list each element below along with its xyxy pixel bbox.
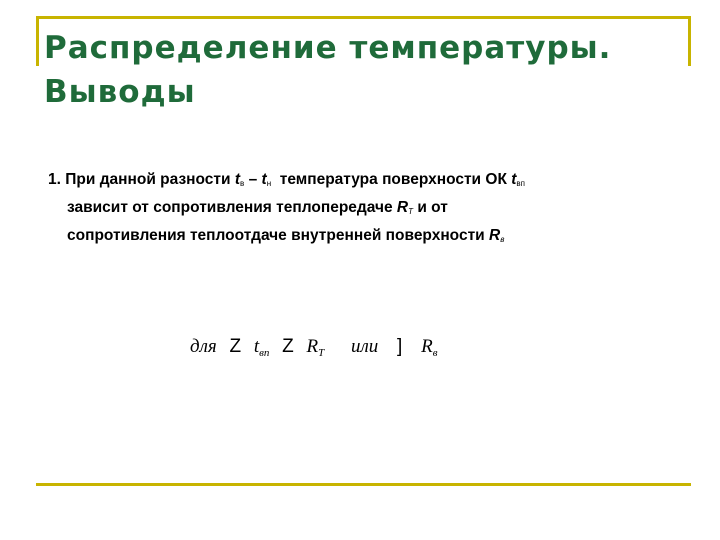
formula-or: или: [351, 336, 379, 357]
point-line-1: [48, 168, 648, 196]
title-line-2: Выводы: [44, 74, 196, 110]
formula-t: t: [253, 336, 260, 357]
formula-decrease-symbol: ]: [397, 336, 403, 357]
point-line-2: [48, 196, 648, 224]
point-text-a: При данной разности: [65, 171, 231, 188]
slide-title: [44, 26, 611, 114]
frame-left-rule: [36, 16, 39, 66]
formula: [190, 336, 437, 359]
point-text-b: температура поверхности ОК: [279, 171, 507, 188]
formula-t-sub: вп: [259, 347, 270, 359]
t-inner-symbol: t: [234, 171, 241, 188]
frame-right-rule: [688, 16, 691, 66]
conclusion-point-1: [48, 168, 648, 252]
t-inner-sub: в: [240, 179, 245, 188]
formula-increase-symbol-2: Z: [282, 336, 294, 357]
t-outer-symbol: t: [261, 171, 267, 188]
point-line-2-tail: и от: [417, 199, 448, 216]
formula-r-sub: T: [318, 347, 325, 359]
point-line-3-text: сопротивления теплоотдаче внутренней поверхности: [67, 227, 485, 244]
point-line-2-text: зависит от сопротивления теплопередаче: [67, 199, 393, 216]
rv-symbol: R: [489, 227, 501, 244]
rt-symbol: R: [396, 199, 409, 216]
title-line-1: Распределение температуры.: [44, 30, 612, 66]
formula-r2-sub: в: [432, 347, 438, 359]
rt-sub: T: [408, 207, 414, 216]
t-surface-symbol: t: [511, 171, 517, 188]
formula-r2: R: [421, 336, 433, 357]
frame-bottom-rule: [36, 483, 691, 486]
t-surface-sub: вп: [516, 179, 525, 188]
formula-increase-symbol-1: Z: [229, 336, 242, 357]
point-number: 1.: [48, 171, 61, 188]
formula-r: R: [306, 336, 319, 357]
rv-sub: в: [500, 235, 505, 244]
formula-for: для: [190, 336, 217, 357]
point-line-3: [48, 224, 648, 252]
dash-symbol: –: [248, 171, 258, 188]
t-outer-sub: н: [266, 179, 272, 188]
frame-top-rule: [36, 16, 691, 19]
